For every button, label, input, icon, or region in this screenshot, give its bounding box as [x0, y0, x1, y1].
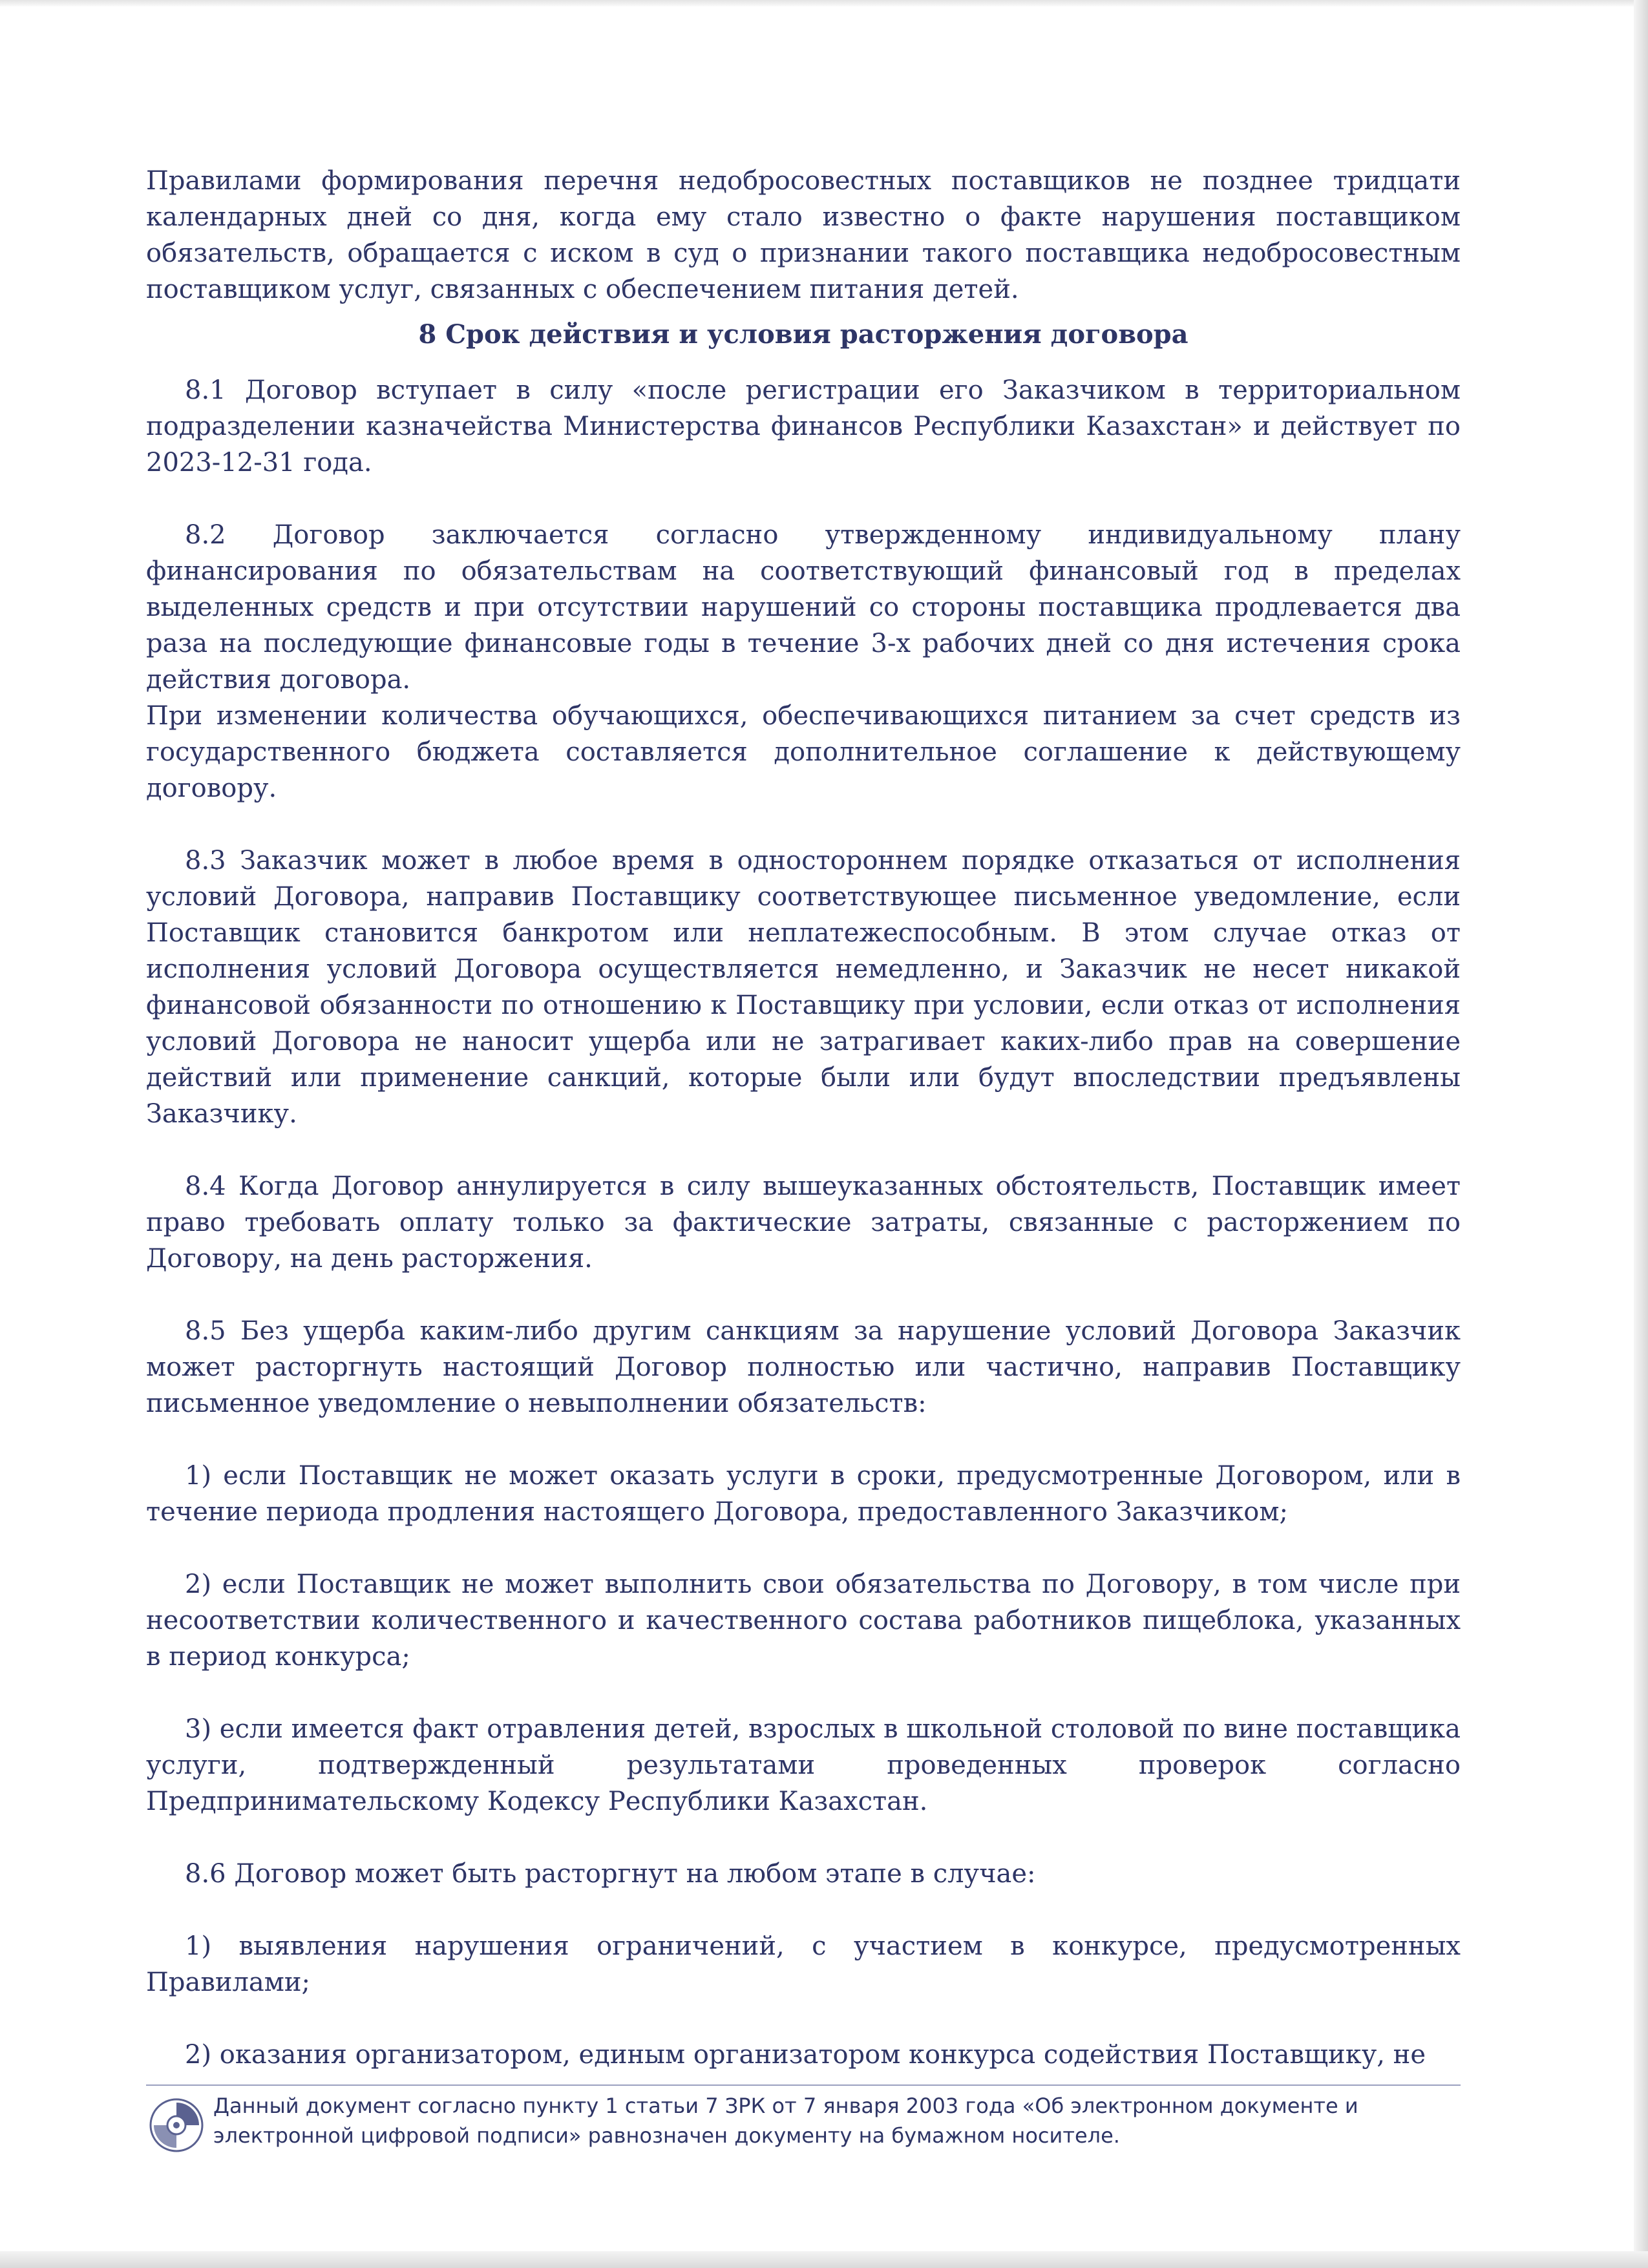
scan-edge-right [1634, 0, 1648, 2268]
clause-8-6-item-2: 2) оказания организатором, единым организатором конкурса содействия Поставщику, не [185, 2040, 1426, 2070]
intro-paragraph: Правилами формирования перечня недобросовестных поставщиков не позднее тридцати календарных дней со дня, когда ему стало известно о факте нарушения поставщиком обязательств, обращается с иском в суд о признании такого поставщика недобросовестным поставщиком услуг, связанных с обеспечением питания детей. [146, 166, 1461, 304]
clause-8-4: 8.4 Когда Договор аннулируется в силу вышеуказанных обстоятельств, Поставщик имеет право требовать оплату только за фактические затраты, связанные с расторжением по Договору, на день расторжения. [146, 1171, 1461, 1274]
clause-8-3: 8.3 Заказчик может в любое время в одностороннем порядке отказаться от исполнения условий Договора, направив Поставщику соответствующее письменное уведомление, если Поставщик становится банкротом или неплатежеспособным. В этом случае отказ от исполнения условий Договора осуществляется немедленно, и Заказчик не несет никакой финансовой обязанности по отношению к Поставщику при условии, если отказ от исполнения условий Договора не наносит ущерба или не затрагивает каких-либо прав на совершение действий или применение санкций, которые были или будут впоследствии предъявлены Заказчику. [146, 846, 1461, 1129]
clause-8-5: 8.5 Без ущерба каким-либо другим санкциям за нарушение условий Договора Заказчик может расторгнуть настоящий Договор полностью или частично, направив Поставщику письменное уведомление о невыполнении обязательств: [146, 1316, 1461, 1418]
footer-divider [146, 2084, 1461, 2086]
e-signature-seal-icon [149, 2097, 204, 2153]
clause-8-6-item-1: 1) выявления нарушения ограничений, с участием в конкурсе, предусмотренных Правилами; [146, 1931, 1461, 1997]
clause-8-5-item-3: 3) если имеется факт отравления детей, взрослых в школьной столовой по вине поставщика услуги, подтвержденный результатами проведенных проверок согласно Предпринимательскому Кодексу Республики Казахстан. [146, 1714, 1461, 1816]
footer [146, 2091, 1461, 2156]
clause-8-2-continuation: При изменении количества обучающихся, обеспечивающихся питанием за счет средств из государственного бюджета составляется дополнительное соглашение к действующему договору. [146, 701, 1461, 803]
footer-text-line-1: Данный документ согласно пункту 1 статьи 7 ЗРК от 7 января 2003 года «Об электронном документе и [213, 2094, 1358, 2118]
clause-8-5-item-2: 2) если Поставщик не может выполнить свои обязательства по Договору, в том числе при несоответствии количественного и качественного состава работников пищеблока, указанных в период конкурса; [146, 1570, 1461, 1672]
clause-8-5-item-1: 1) если Поставщик не может оказать услуги в сроки, предусмотренные Договором, или в течение периода продления настоящего Договора, предоставленного Заказчиком; [146, 1461, 1461, 1527]
section-title: 8 Срок действия и условия расторжения договора [418, 319, 1188, 350]
footer-text-line-2: электронной цифровой подписи» равнозначен документу на бумажном носителе. [213, 2123, 1120, 2148]
clause-8-6: 8.6 Договор может быть расторгнут на любом этапе в случае: [185, 1859, 1036, 1889]
scan-edge-top [0, 0, 1648, 6]
footer-text [213, 2091, 1441, 2150]
clause-8-1: 8.1 Договор вступает в силу «после регистрации его Заказчиком в территориальном подразделении казначейства Министерства финансов Республики Казахстан» и действует по 2023-12-31 года. [146, 375, 1461, 478]
clause-8-2: 8.2 Договор заключается согласно утвержденному индивидуальному плану финансирования по обязательствам на соответствующий финансовый год в пределах выделенных средств и при отсутствии нарушений со стороны поставщика продлевается два раза на последующие финансовые годы в течение 3-х рабочих дней со дня истечения срока действия договора. [146, 520, 1461, 695]
scan-edge-bottom [0, 2251, 1648, 2268]
document-body [146, 163, 1461, 2073]
